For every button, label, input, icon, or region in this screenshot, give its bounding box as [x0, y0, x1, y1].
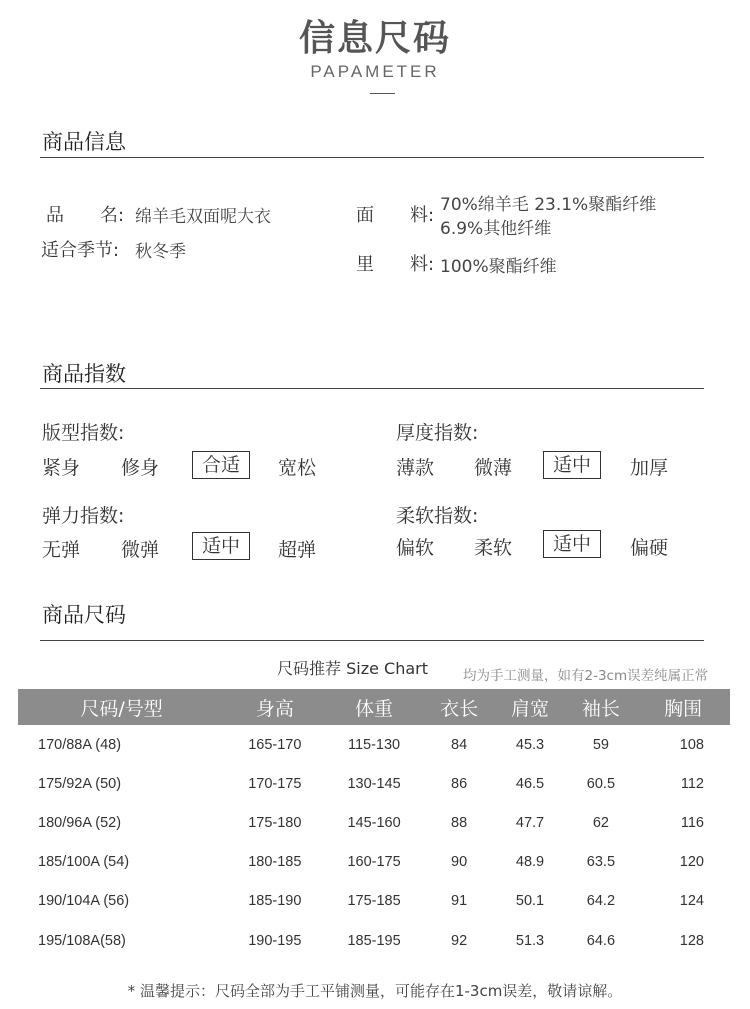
thickness-option-medium-selected: 适中 [543, 451, 601, 479]
table-cell: 165-170 [248, 736, 302, 753]
lining-label: 里 料: [356, 254, 435, 275]
name-value: 绵羊毛双面呢大衣 [135, 207, 271, 227]
footer-tip: * 温馨提示：尺码全部为手工平铺测量，可能存在1-3cm误差，敬请谅解。 [127, 982, 623, 1000]
fit-option-slim: 修身 [121, 457, 160, 479]
table-cell: 92 [451, 932, 468, 949]
elasticity-option-medium-selected: 适中 [192, 532, 250, 560]
table-cell: 45.3 [515, 736, 545, 753]
table-cell: 60.5 [586, 775, 616, 792]
table-row [18, 843, 730, 882]
table-row [18, 921, 730, 960]
table-cell: 160-175 [347, 854, 401, 871]
col-header-size: 尺码/号型 [18, 689, 225, 725]
col-header-weight: 体重 [324, 689, 423, 725]
product-info-heading: 商品信息 [42, 130, 126, 154]
thickness-option-slightly-thin: 微薄 [474, 457, 513, 479]
fit-index-title: 版型指数: [42, 422, 125, 444]
lining-value: 100%聚酯纤维 [440, 257, 557, 277]
table-cell: 175-185 [347, 893, 401, 910]
softness-option-medium-selected: 适中 [543, 530, 601, 558]
thickness-index-title: 厚度指数: [396, 422, 479, 444]
table-cell: 91 [451, 893, 468, 910]
table-cell: 128 [679, 932, 704, 949]
table-row [18, 803, 730, 842]
table-cell: 185-190 [248, 893, 302, 910]
thickness-option-thick: 加厚 [630, 457, 669, 479]
product-info-divider [40, 157, 704, 158]
elasticity-option-none: 无弹 [42, 539, 81, 561]
table-cell: 180-185 [248, 854, 302, 871]
size-table-header [18, 689, 730, 725]
table-cell: 59 [592, 736, 609, 753]
softness-index-title: 柔软指数: [396, 505, 479, 527]
page-subtitle: PAPAMETER [310, 62, 440, 81]
table-cell: 120 [679, 854, 704, 871]
fabric-label: 面 料: [356, 205, 435, 226]
size-chart-title: 尺码推荐 Size Chart [277, 659, 428, 678]
elasticity-index-title: 弹力指数: [42, 505, 125, 527]
elasticity-option-slight: 微弹 [121, 539, 160, 561]
softness-option-soft: 偏软 [396, 537, 435, 559]
fit-option-regular-selected: 合适 [192, 451, 250, 479]
season-value: 秋冬季 [135, 242, 186, 262]
table-cell: 180/96A (52) [38, 814, 122, 831]
table-cell: 185/100A (54) [38, 854, 130, 871]
measurement-note: 均为手工测量，如有2-3cm误差纯属正常 [463, 668, 709, 684]
col-header-chest: 胸围 [636, 689, 730, 725]
table-row [18, 725, 730, 764]
fabric-value-line1: 70%绵羊毛 23.1%聚酯纤维 [440, 195, 657, 215]
table-cell: 90 [451, 854, 468, 871]
name-label: 品 名: [46, 205, 125, 226]
table-row [18, 764, 730, 803]
col-header-sleeve: 袖长 [565, 689, 636, 725]
table-cell: 175-180 [248, 814, 302, 831]
softness-option-very-soft: 柔软 [474, 537, 513, 559]
table-cell: 170/88A (48) [38, 736, 122, 753]
elasticity-option-super: 超弹 [278, 539, 317, 561]
product-index-divider [40, 388, 704, 389]
table-cell: 88 [451, 814, 468, 831]
size-table [18, 689, 730, 960]
table-cell: 190-195 [248, 932, 302, 949]
fabric-value-line2: 6.9%其他纤维 [440, 219, 552, 239]
table-cell: 115-130 [347, 736, 401, 753]
softness-option-firm: 偏硬 [630, 537, 669, 559]
table-cell: 63.5 [586, 854, 616, 871]
thickness-option-thin: 薄款 [396, 457, 435, 479]
table-cell: 185-195 [347, 932, 401, 949]
fit-option-tight: 紧身 [42, 457, 81, 479]
table-cell: 84 [451, 736, 468, 753]
season-label: 适合季节: [41, 240, 120, 261]
table-cell: 175/92A (50) [38, 775, 122, 792]
table-cell: 108 [679, 736, 704, 753]
table-cell: 116 [680, 814, 704, 831]
table-cell: 51.3 [515, 932, 545, 949]
table-cell: 170-175 [248, 775, 302, 792]
table-cell: 195/108A(58) [38, 932, 126, 949]
page-title: 信息尺码 [298, 18, 451, 59]
col-header-height: 身高 [225, 689, 324, 725]
product-index-heading: 商品指数 [42, 362, 126, 386]
table-cell: 46.5 [515, 775, 545, 792]
table-cell: 130-145 [347, 775, 401, 792]
fit-option-loose: 宽松 [278, 457, 317, 479]
table-cell: 50.1 [515, 893, 545, 910]
table-row [18, 882, 730, 921]
table-cell: 64.6 [586, 932, 616, 949]
table-cell: 64.2 [586, 893, 616, 910]
size-divider [40, 640, 704, 641]
title-divider [370, 93, 395, 94]
table-cell: 48.9 [515, 854, 545, 871]
table-cell: 190/104A (56) [38, 893, 130, 910]
col-header-length: 衣长 [424, 689, 495, 725]
table-cell: 47.7 [515, 814, 545, 831]
size-heading: 商品尺码 [42, 603, 126, 627]
table-cell: 145-160 [347, 814, 401, 831]
table-cell: 112 [680, 775, 704, 792]
table-cell: 124 [679, 893, 704, 910]
table-cell: 86 [451, 775, 468, 792]
table-cell: 62 [592, 814, 609, 831]
col-header-shoulder: 肩宽 [495, 689, 566, 725]
